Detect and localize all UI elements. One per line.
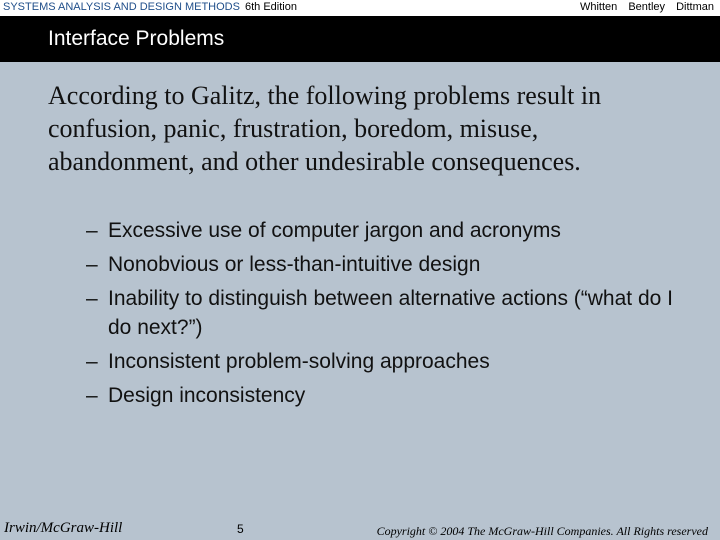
author-name: Bentley <box>628 1 666 13</box>
list-item <box>86 347 686 376</box>
bullet-list <box>86 216 686 415</box>
copyright-notice: Copyright © 2004 The McGraw-Hill Companies. All Rights reserved <box>376 524 708 538</box>
bullet-text: Excessive use of computer jargon and acronyms <box>108 219 561 242</box>
author-name: Dittman <box>676 1 714 13</box>
course-name: SYSTEMS ANALYSIS AND DESIGN METHODS <box>3 1 240 13</box>
bullet-dash: – <box>86 384 98 407</box>
page-number: 5 <box>237 522 244 536</box>
list-item <box>86 250 686 279</box>
bullet-text: Inability to distinguish between alternative actions (“what do I do next?”) <box>108 287 673 339</box>
bullet-dash: – <box>86 287 98 310</box>
list-item <box>86 216 686 245</box>
publisher-label: Irwin/McGraw-Hill <box>4 520 123 536</box>
edition-label: 6th Edition <box>244 1 297 13</box>
authors <box>572 1 714 13</box>
bullet-dash: – <box>86 253 98 276</box>
title-bar <box>0 16 720 62</box>
bullet-text: Nonobvious or less-than-intuitive design <box>108 253 481 276</box>
slide-title: Interface Problems <box>48 27 225 50</box>
intro-paragraph: According to Galitz, the following problems result in confusion, panic, frustration, boredom, misuse, abandonment, and other undesirable consequences. <box>48 81 602 176</box>
header-bar <box>0 0 720 16</box>
list-item <box>86 284 686 342</box>
bullet-dash: – <box>86 350 98 373</box>
bullet-text: Inconsistent problem-solving approaches <box>108 350 490 373</box>
course-title <box>3 1 297 13</box>
author-name: Whitten <box>579 1 618 13</box>
bullet-text: Design inconsistency <box>108 384 306 407</box>
bullet-dash: – <box>86 219 98 242</box>
list-item <box>86 381 686 410</box>
